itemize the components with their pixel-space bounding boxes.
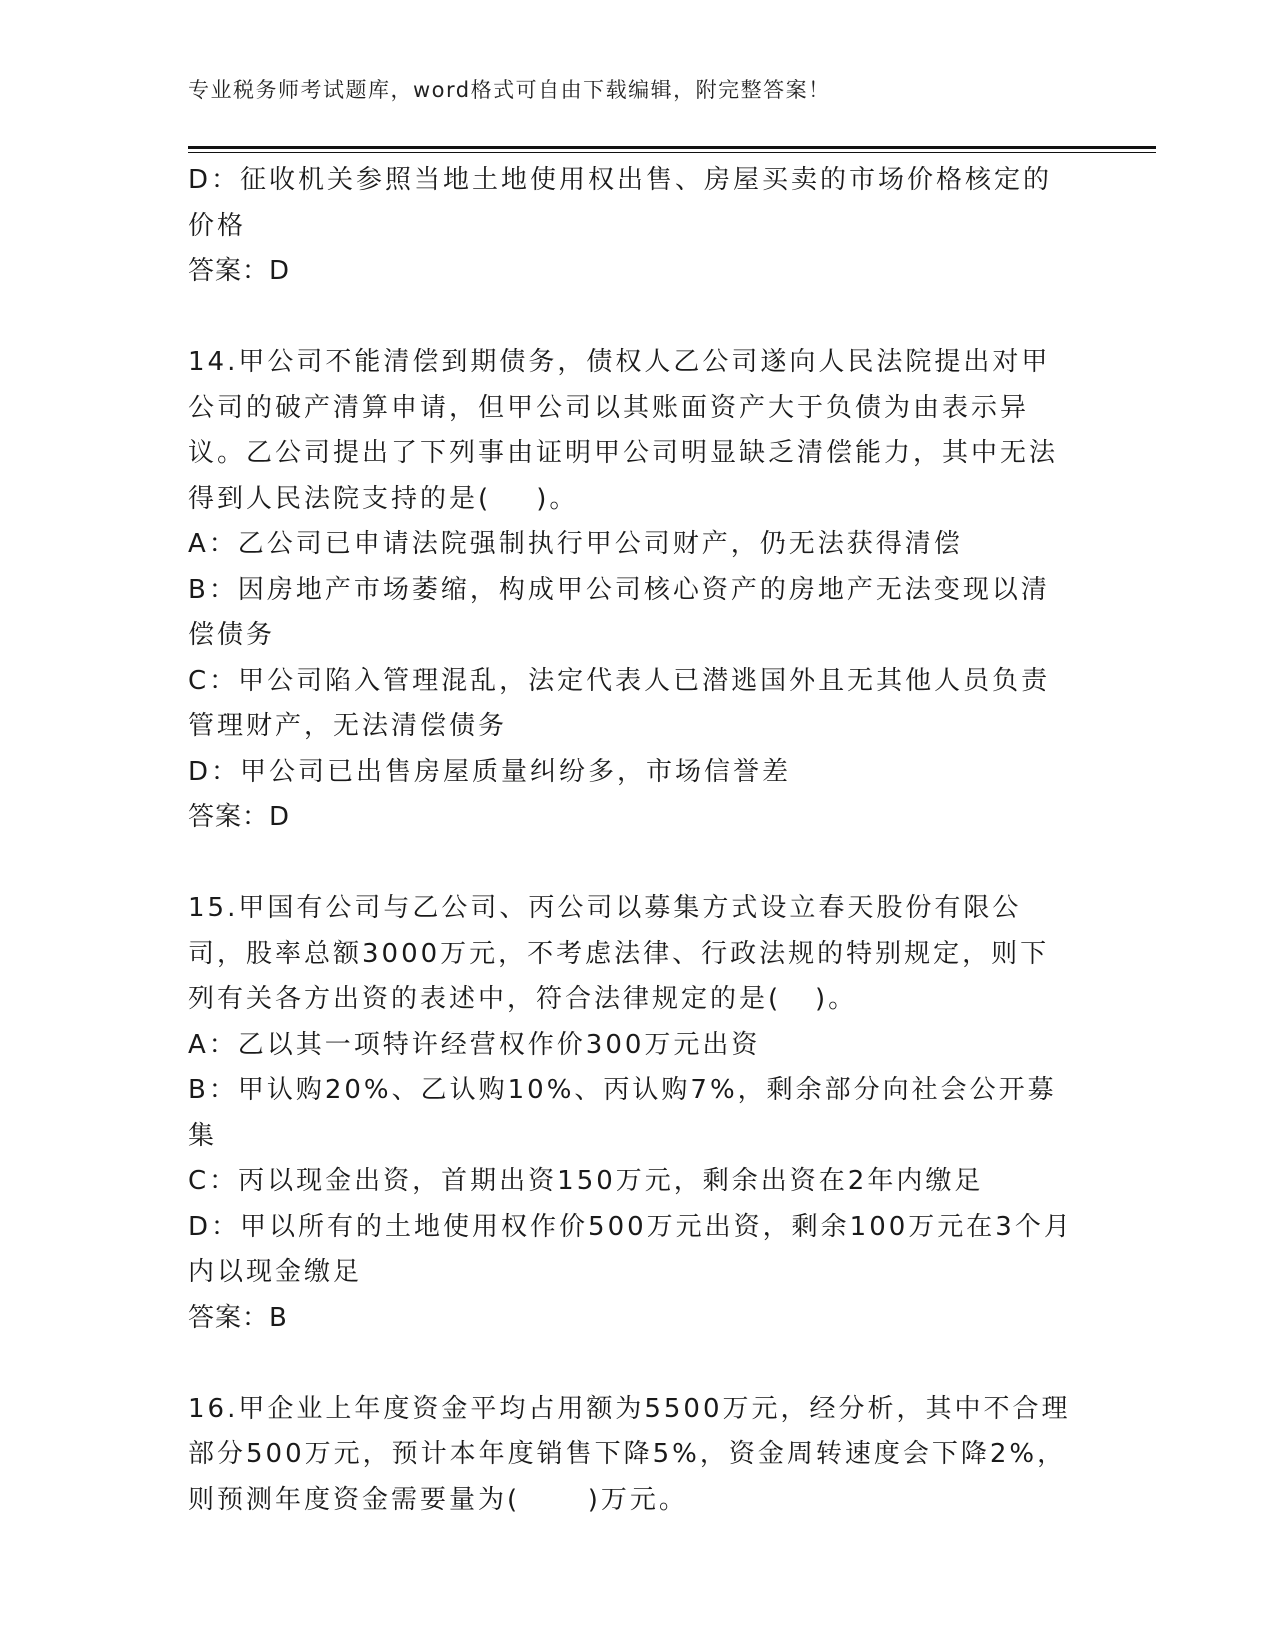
q15-option-a: A：乙以其一项特许经营权作价300万元出资 [188, 1029, 761, 1060]
spacer [188, 1341, 1078, 1387]
q15-option-b: B：甲认购20%、乙认购10%、丙认购7%，剩余部分向社会公开募集 [188, 1075, 1057, 1151]
q15-stem: 15.甲国有公司与乙公司、丙公司以募集方式设立春天股份有限公司，股率总额3000万元，不考虑法律、行政法规的特别规定，则下列有关各方出资的表述中，符合法律规定的是( )。 [188, 893, 1050, 1014]
q14-option-d: D：甲公司已出售房屋质量纠纷多，市场信誉差 [188, 756, 792, 787]
q14-option-c: C：甲公司陷入管理混乱，法定代表人已潜逃国外且无其他人员负责管理财产，无法清偿债务 [188, 665, 1051, 741]
spacer [188, 295, 1078, 341]
q14-option-a: A：乙公司已申请法院强制执行甲公司财产，仍无法获得清偿 [188, 529, 963, 559]
question-content [188, 158, 1078, 1523]
q14-stem: 14.甲公司不能清偿到期债务，债权人乙公司遂向人民法院提出对甲公司的破产清算申请，但甲公司以其账面资产大于负债为由表示异议。乙公司提出了下列事由证明甲公司明显缺乏清偿能力，其中无法得到人民法院支持的是( )。 [188, 347, 1059, 514]
header-rule-thick [188, 146, 1156, 149]
q14-answer: 答案：D [188, 802, 291, 832]
q15-answer: 答案：B [188, 1302, 288, 1333]
header-rule-thin [188, 152, 1156, 153]
q15-option-d: D：甲以所有的土地使用权作价500万元出资，剩余100万元在3个月内以现金缴足 [188, 1211, 1073, 1287]
q13-answer: 答案：D [188, 256, 291, 286]
spacer [188, 841, 1078, 887]
q16-stem: 16.甲企业上年度资金平均占用额为5500万元，经分析，其中不合理部分500万元，预计本年度销售下降5%，资金周转速度会下降2%，则预测年度资金需要量为( )万元。 [188, 1393, 1071, 1515]
page-header: 专业税务师考试题库，word格式可自由下载编辑，附完整答案！ [188, 78, 831, 102]
q15-option-c: C：丙以现金出资，首期出资150万元，剩余出资在2年内缴足 [188, 1166, 984, 1196]
q13-option-d: D：征收机关参照当地土地使用权出售、房屋买卖的市场价格核定的价格 [188, 165, 1053, 241]
q14-option-b: B：因房地产市场萎缩，构成甲公司核心资产的房地产无法变现以清偿债务 [188, 574, 1050, 650]
